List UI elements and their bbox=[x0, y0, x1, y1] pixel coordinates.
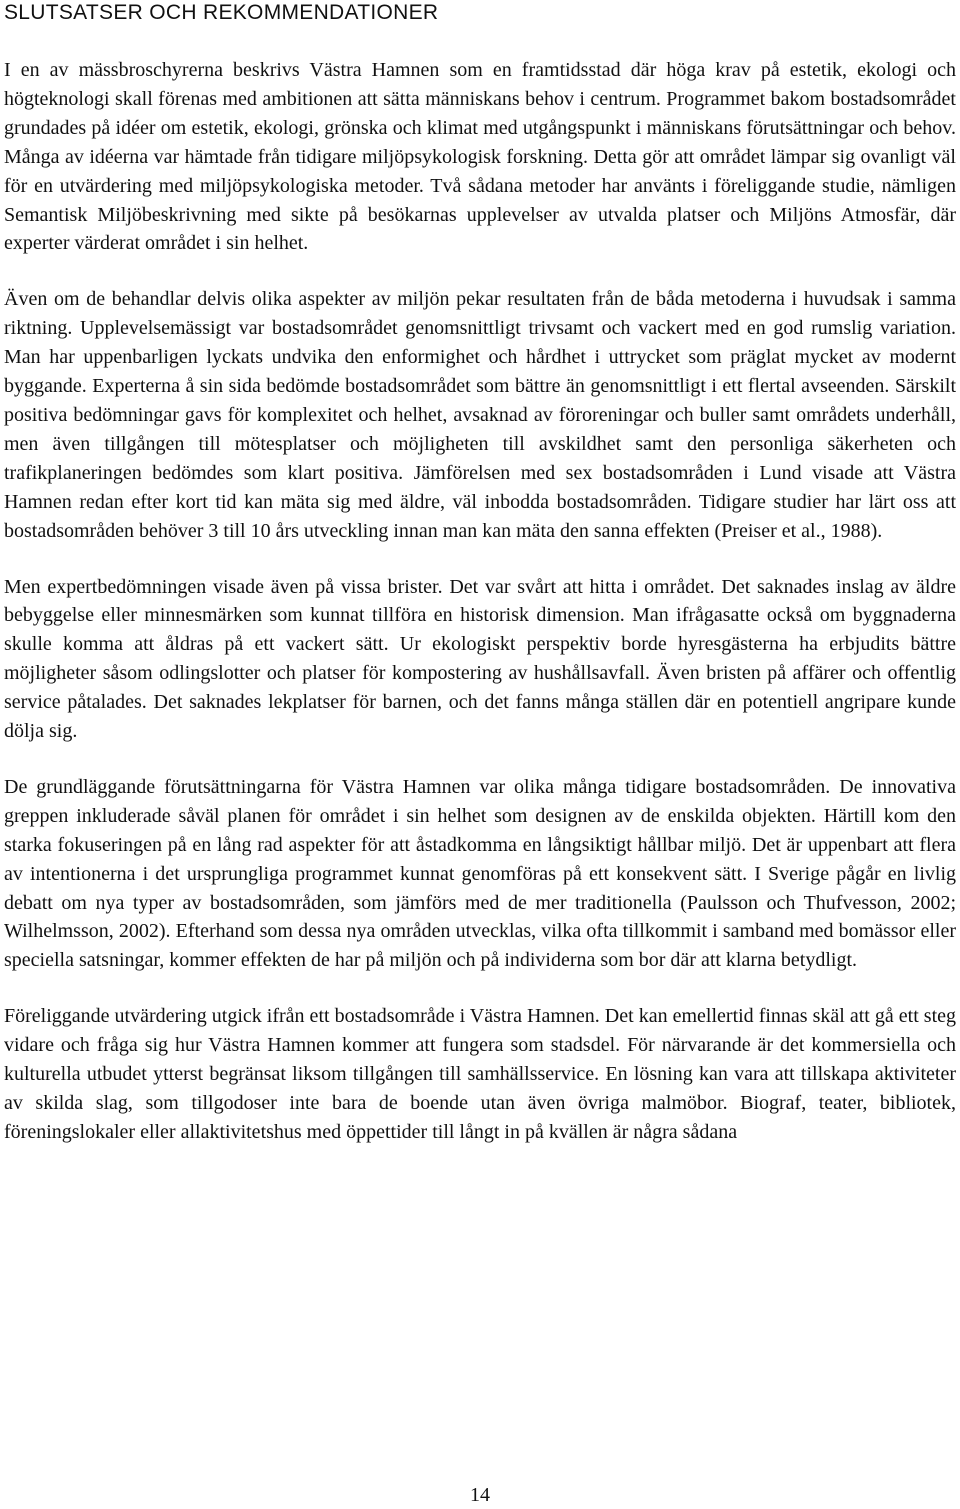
paragraph-4: De grundläggande förutsättningarna för Västra Hamnen var olika många tidigare bostadsområden. De innovativa greppen inkluderade såväl planen för området i sin helhet som designen av de enskilda objekten. Härtill kom den starka fokuseringen på en lång rad aspekter för att åstadkomma en långsiktigt hållbar miljö. Det är uppenbart att flera av intentionerna i det ursprungliga programmet kunnat genomföras på ett konsekvent sätt. I Sverige pågår en livlig debatt om nya typer av bostadsområden, som jämförs med de mer traditionella (Paulsson och Thufvesson, 2002; Wilhelmsson, 2002). Efterhand som dessa nya områden utvecklas, vilka ofta tillkommit i samband med bomässor eller speciella satsningar, kommer effekten de har på miljön och på individerna som bor där att klarna betydligt. bbox=[4, 775, 956, 972]
paragraph-3: Men expertbedömningen visade även på vissa brister. Det var svårt att hitta i området. Det saknades inslag av äldre bebyggelse eller minnesmärken som kunnat tillföra en historisk dimension. Man ifrågasatte också om byggnaderna skulle komma att åldras på ett vackert sätt. Ur ekologiskt perspektiv borde hyresgästerna ha erbjudits bättre möjligheter såsom odlingslotter och platser för kompostering av hushållsavfall. Även bristen på affärer och offentlig service påtalades. Det saknades lekplatser för barnen, och det fanns många ställen där en potentiell angripare kunde dölja sig. bbox=[4, 575, 956, 743]
paragraph-1: I en av mässbroschyrerna beskrivs Västra Hamnen som en framtidsstad där höga krav på estetik, ekologi och högteknologi skall förenas med ambitionen att sätta människans behov i centrum. Programmet bakom bostadsområdet grundades på idéer om estetik, ekologi, grönska och klimat med utgångspunkt i människans förutsättningar och behov. Många av idéerna var hämtade från tidigare miljöpsykologisk forskning. Detta gör att området lämpar sig ovanligt väl för en utvärdering med miljöpsykologiska metoder. Två sådana metoder har använts i föreliggande studie, nämligen Semantisk Miljöbeskrivning med sikte på besökarnas upplevelser av utvalda platser och Miljöns Atmosfär, där experter värderat området i sin helhet. bbox=[4, 59, 956, 255]
paragraph-2: Även om de behandlar delvis olika aspekter av miljön pekar resultaten från de båda metoderna i huvudsak i samma riktning. Upplevelsemässigt var bostadsområdet genomsnittligt trivsamt och vackert med en god rumslig variation. Man har uppenbarligen lyckats undvika den enformighet och hårdhet i uttrycket som präglat mycket av modernt byggande. Experterna å sin sida bedömde bostadsområdet som bättre än genomsnittligt i ett flertal avseenden. Särskilt positiva bedömningar gavs för komplexitet och helhet, avsaknad av föroreningar och buller samt områdets underhåll, men även tillgången till mötesplatser och möjligheten till avskildhet samt den personliga säkerheten och trafikplaneringen bedömdes som klart positiva. Jämförelsen med sex bostadsområden i Lund visade att Västra Hamnen redan efter kort tid kan mäta sig med äldre, väl inbodda bostadsområden. Tidigare studier har lärt oss att bostadsområden behöver 3 till 10 års utveckling innan man kan mäta den sanna effekten (Preiser et al., 1988). bbox=[4, 288, 956, 542]
document-page bbox=[4, 0, 956, 1147]
section-heading: SLUTSATSER OCH REKOMMENDATIONER bbox=[4, 1, 439, 24]
paragraph-5: Föreliggande utvärdering utgick ifrån ett bostadsområde i Västra Hamnen. Det kan emellertid finnas skäl att gå ett steg vidare och fråga sig hur Västra Hamnen kommer att fungera som stadsdel. För närvarande är det kommersiella och kulturella utbudet ytterst begränsat liksom tillgången till samhällsservice. En lösning kan vara att tillskapa aktiviteter av skilda slag, som tillgodoser inte bara de boende utan även övriga malmöbor. Biograf, teater, bibliotek, föreningslokaler eller allaktivitetshus med öppettider till långt in på kvällen är några sådana bbox=[4, 1005, 956, 1143]
page-number: 14 bbox=[470, 1484, 490, 1506]
